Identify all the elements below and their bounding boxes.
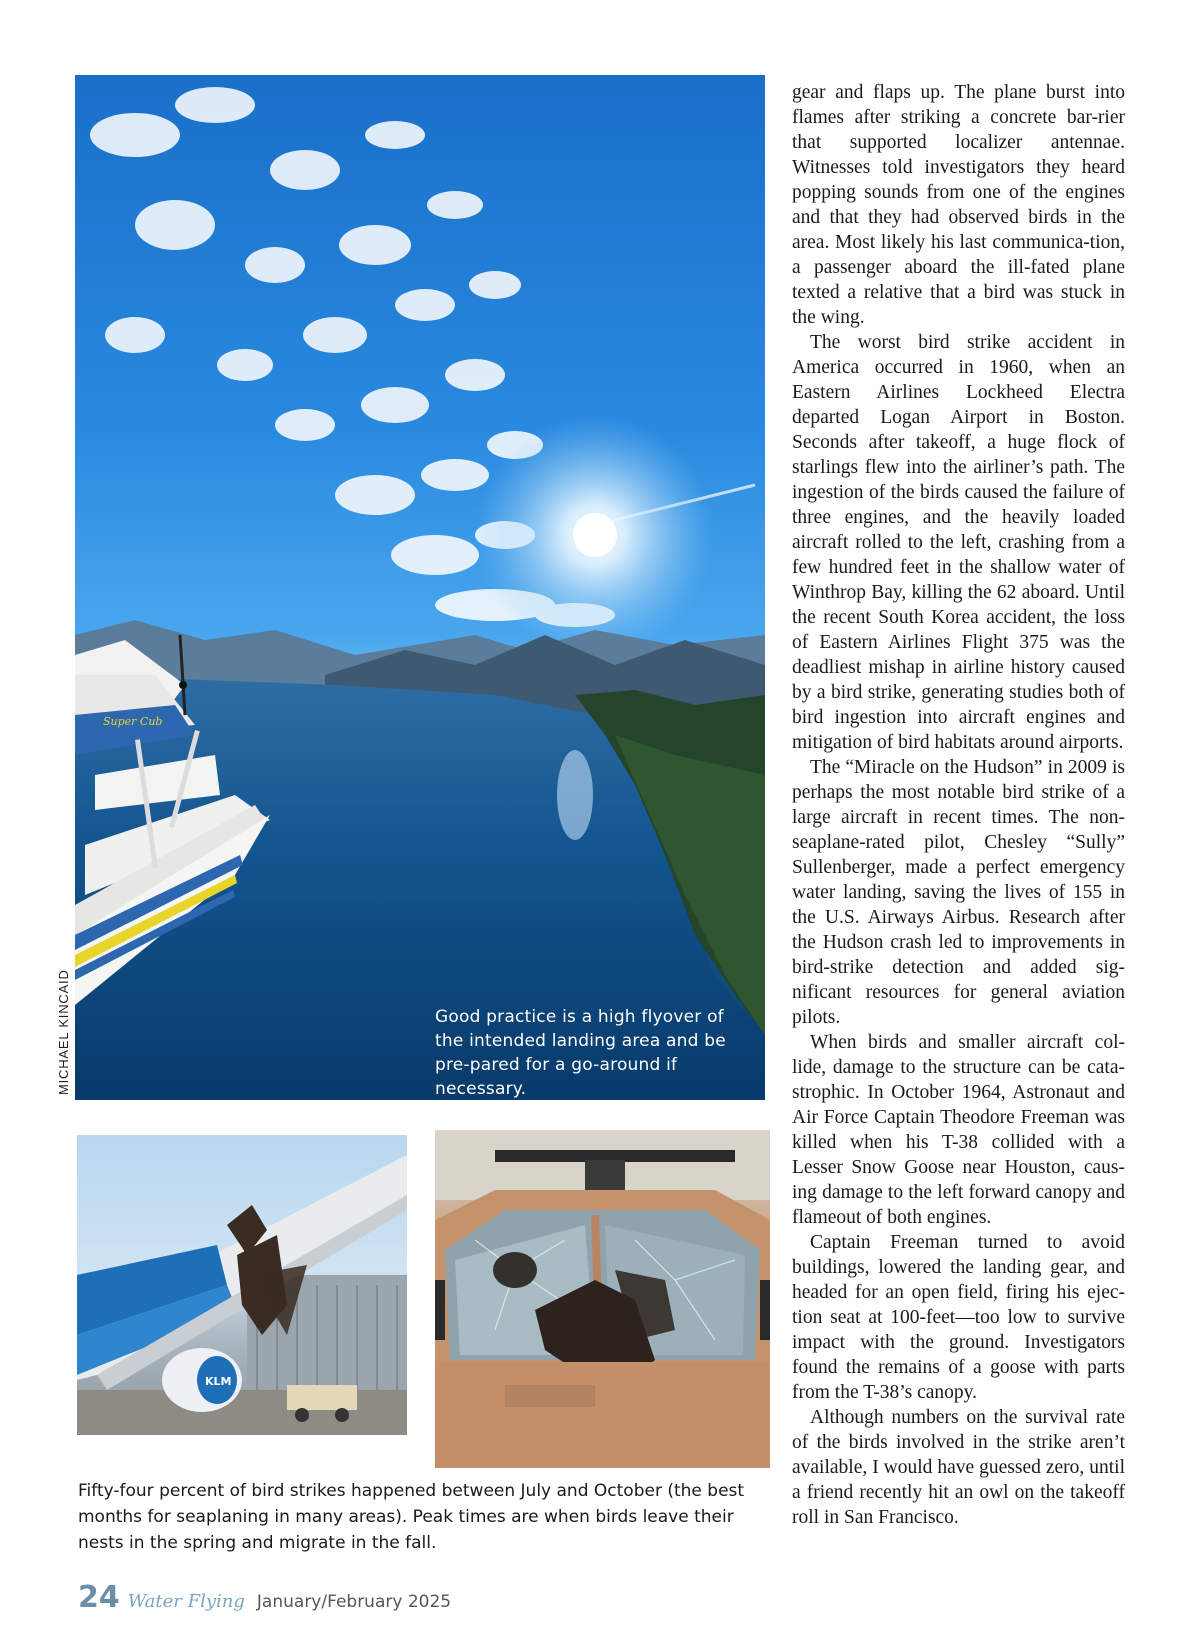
page-footer [78,1580,451,1620]
magazine-name: Water Flying [127,1591,245,1612]
article-paragraph-2: The worst bird strike accident in America occurred in 1960, when an Eastern Airlines Lockheed Electra departed Logan Airport in Boston. Seconds after takeoff, a huge flock of starlings flew into the airliner’s path. The ingestion of the birds caused the failure of three engines, and the heavily loaded aircraft rolled to the left, crashing from a few hundred feet in the shallow water of Winthrop Bay, killing the 62 aboard. Until the recent South Korea accident, the loss of Eastern Airlines Flight 375 was the deadliest mishap in airline history caused by a bird strike, generating studies both of bird ingestion into aircraft engines and mitigation of bird habitats around airports. [792,332,1125,753]
engine-lettering: KLM [205,1375,232,1388]
klm-aircraft-illustration [77,1135,407,1435]
float-lettering: Super Cub [103,715,163,728]
issue-date: January/February 2025 [256,1592,452,1612]
photo-credit: MICHAEL KINCAID [56,969,71,1095]
page-number: 24 [78,1580,120,1615]
article-paragraph-3: The “Miracle on the Hudson” in 2009 is perhaps the most notable bird strike of a large aircraft in recent times. The non-seaplane-rated pilot, Chesley “Sully” Sullenberger, made a perfect emergency water landing, saving the lives of 155 in the U.S. Airways Airbus. Research after the Hudson crash led to improvements in bird-strike detection and added sig-nificant resources for general aviation pilots. [792,757,1125,1028]
article-paragraph-4: When birds and smaller aircraft col-lide, damage to the structure can be cata-strophic. In October 1964, Astronaut and Air Force Captain Theodore Freeman was killed when his T-38 collided with a Lesser Snow Goose near Houston, caus-ing damage to the left forward canopy and flameout of both engines. [792,1032,1125,1228]
main-aerial-photo [75,75,765,1100]
helicopter-illustration [435,1130,770,1468]
main-photo-caption: Good practice is a high flyover of the intended landing area and be pre-pared for a go-around if necessary. [435,1007,726,1099]
helicopter-windshield-bird-strike-photo [435,1130,770,1468]
article-paragraph-6: Although numbers on the survival rate of the birds involved in the strike aren’t available, I would have guessed zero, until a friend recently hit an owl on the takeoff roll in San Francisco. [792,1407,1125,1528]
article-paragraph-1: gear and flaps up. The plane burst into flames after striking a concrete bar-rier that supported localizer antennae. Witnesses told investigators they heard popping sounds from one of the engines and that they had observed birds in the area. Most likely his last communica-tion, a passenger aboard the ill-fated plane texted a relative that a bird was stuck in the wing. [792,82,1125,328]
klm-wing-bird-strike-photo [77,1135,407,1435]
article-text-column [792,80,1125,1530]
bottom-photos-caption: Fifty-four percent of bird strikes happened between July and October (the best months for seaplaning in many areas). Peak times are when birds leave their nests in the spring and migrate in the fall. [78,1481,745,1553]
seaplane-lake-illustration [75,75,765,1100]
article-paragraph-5: Captain Freeman turned to avoid buildings, lowered the landing gear, and headed for an open field, firing his ejec-tion seat at 100-feet—too low to survive impact with the ground. Investigators found the remains of a goose with parts from the T-38’s canopy. [792,1232,1125,1403]
